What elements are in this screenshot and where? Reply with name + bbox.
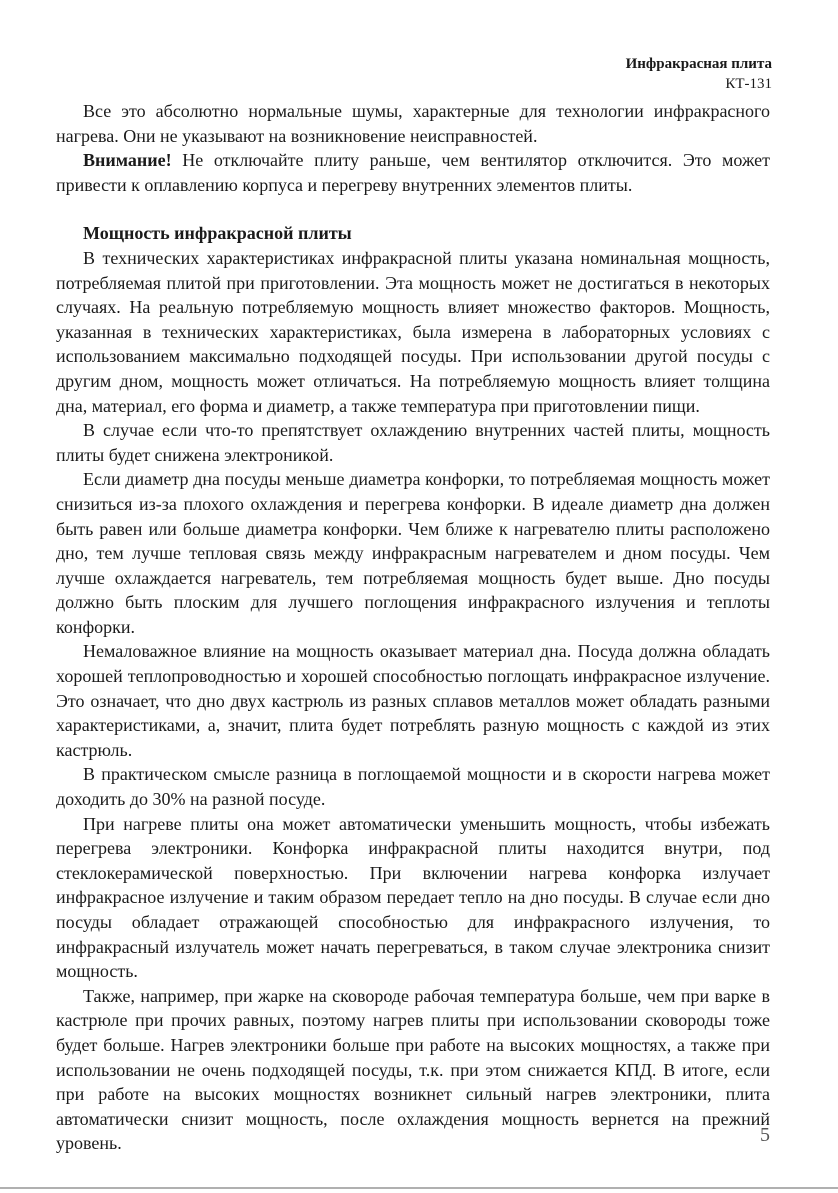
paragraph: В случае если что-то препятствует охлаждению внутренних частей плиты, мощность плиты будет снижена электроникой. <box>56 420 770 465</box>
warning-text: Не отключайте плиту раньше, чем вентилятор отключится. Это может привести к оплавлению корпуса и перегреву внутренних элементов плиты. <box>56 150 770 195</box>
warning-label: Внимание! <box>83 150 172 171</box>
document-body <box>56 99 770 1156</box>
document-title: Инфракрасная плита <box>625 56 772 72</box>
page-header <box>626 54 772 94</box>
bottom-divider <box>0 1187 838 1189</box>
paragraph: Все это абсолютно нормальные шумы, характерные для технологии инфракрасного нагрева. Они не указывают на возникновение неисправностей. <box>56 101 770 146</box>
warning-paragraph <box>56 148 770 197</box>
paragraph: Если диаметр дна посуды меньше диаметра конфорки, то потребляемая мощность может снизиться из-за плохого охлаждения и перегрева конфорки. В идеале диаметр дна должен быть равен или больше диаметра конфорки. Чем ближе к нагревателю плиты расположено дно, тем лучше тепловая связь между инфракрасным нагревателем и дном посуды. Чем лучше охлаждается нагреватель, тем потребляемая мощность будет выше. Дно посуды должно быть плоским для лучшего поглощения инфракрасного излучения и теплоты конфорки. <box>56 469 770 637</box>
paragraph: В практическом смысле разница в поглощаемой мощности и в скорости нагрева может доходить до 30% на разной посуде. <box>56 764 770 810</box>
page-number: 5 <box>760 1124 770 1146</box>
paragraph: В технических характеристиках инфракрасной плиты указана номинальная мощность, потребляемая плитой при приготовлении. Эта мощность может не достигаться в некоторых случаях. На реальную потребляемую мощность влияет множество факторов. Мощность, указанная в технических характеристиках, была измерена в лабораторных условиях с использованием максимально подходящей посуды. При использовании другой посуды с другим дном, мощность может отличаться. На потребляемую мощность влияет толщина дна, материал, его форма и диаметр, а также температура при приготовлении пищи. <box>56 247 770 416</box>
section-heading: Мощность инфракрасной плиты <box>83 223 352 244</box>
model-number: КТ-131 <box>725 76 772 92</box>
paragraph: Также, например, при жарке на сковороде рабочая температура больше, чем при варке в кастрюле при прочих равных, поэтому нагрев плиты при использовании сковороды тоже будет больше. Нагрев электроники больше при работе на высоких мощностях, а также при использовании не очень подходящей посуды, т.к. при этом снижается КПД. В итоге, если при работе на высоких мощностях возникнет сильный нагрев электроники, плита автоматически снизит мощность, после охлаждения мощность вернется на прежний уровень. <box>56 985 770 1154</box>
paragraph: При нагреве плиты она может автоматически уменьшить мощность, чтобы избежать перегрева электроники. Конфорка инфракрасной плиты находится внутри, под стеклокерамической поверхностью. При включении нагрева конфорка излучает инфракрасное излучение и таким образом передает тепло на дно посуды. В случае если дно посуды обладает отражающей способностью для инфракрасного излучения, то инфракрасный излучатель может начать перегреваться, в таком случае электроника снизит мощность. <box>56 813 770 982</box>
paragraph: Немаловажное влияние на мощность оказывает материал дна. Посуда должна обладать хорошей теплопроводностью и хорошей способностью поглощать инфракрасное излучение. Это означает, что дно двух кастрюль из разных сплавов металлов может обладать разными характеристиками, а, значит, плита будет потреблять разную мощность с каждой из этих кастрюль. <box>56 641 770 760</box>
